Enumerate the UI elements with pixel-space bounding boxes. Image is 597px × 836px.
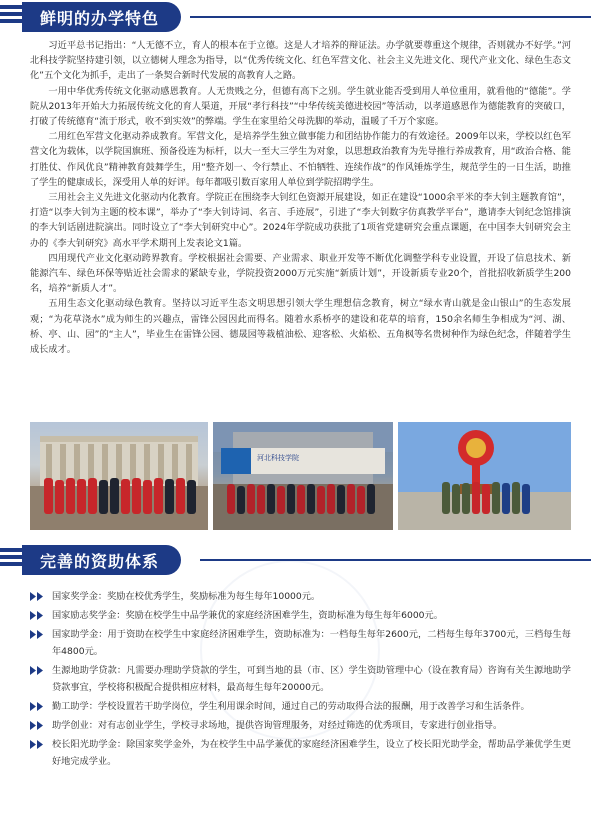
group-photo-great-hall xyxy=(30,422,208,530)
aid-list xyxy=(30,588,571,772)
great-hall-scene xyxy=(30,422,208,530)
paragraph-2: 二用红色军营文化驱动养成教育。军营文化，是培养学生独立做事能力和团结协作能力的有效途径。2009年以来，学校以红色军营文化为载体，以学院国旗班、预备役连为标杆，以大一至大三学生为对象，以思想政治教育为先导推行养成教育，用“政治合格、能打胜仗、作风优良”精神教育鼓舞学生，用“整齐划一、令行禁止、不怕牺牲、连续作战”的作风锤炼学生，规范学生的一日生活，助推了学生的健康成长，深受用人单的好评。每年都吸引数百家用人单位到学院招聘学生。 xyxy=(30,131,571,188)
aid-text: 生源地助学贷款：凡需要办理助学贷款的学生，可到当地的县（市、区）学生资助管理中心（设在教育局）咨询有关生源地助学贷款事宜，学校将积极配合提供相应材料，最高每生每年20000元。 xyxy=(52,665,571,693)
aid-item xyxy=(30,662,571,696)
section-title-pill xyxy=(22,545,181,575)
section-header-features xyxy=(0,2,597,32)
header-rule xyxy=(200,559,591,561)
photo-strip xyxy=(30,422,571,530)
header-stripes xyxy=(0,548,22,572)
aid-text: 勤工助学：学校设置若干助学岗位，学生利用课余时间，通过自己的劳动取得合法的报酬，用于改善学习和生活条件。 xyxy=(52,701,530,712)
aid-item xyxy=(30,736,571,770)
aid-text: 国家助学金：用于资助在校学生中家庭经济困难学生，资助标准为：一档每生每年2600元，二档每生每年3700元，三档每生每年4800元。 xyxy=(52,629,571,657)
aid-text: 国家励志奖学金：奖励在校学生中品学兼优的家庭经济困难学生，资助标准为每生每年6000元。 xyxy=(52,610,443,621)
features-body xyxy=(30,38,571,357)
aid-item xyxy=(30,588,571,605)
double-arrow-icon xyxy=(30,630,46,639)
group-photo-building xyxy=(213,422,393,530)
section-title-pill xyxy=(22,2,181,32)
building-scene xyxy=(213,422,393,530)
aid-text: 助学创业：对有志创业学生，学校寻求场地，提供咨询管理服务，对经过筛选的优秀项目，专家进行创业指导。 xyxy=(52,720,503,731)
aid-item xyxy=(30,607,571,624)
paragraph-1: 一用中华优秀传统文化驱动感恩教育。人无贵贱之分，但德有高下之别。学生就业能否受到用人单位重用，就看他的“德能”。学院从2013年开始大力拓展传统文化的育人渠道，开展“孝行科技”“中华传统美德进校园”等活动，以孝道感恩作为德能教育的突破口，打破了传统德育“流于形式，收不到实效”的弊端。学生在家里给父母洗脚的举动，温暖了千万个家庭。 xyxy=(30,85,571,128)
header-rule xyxy=(190,16,591,18)
paragraph-3: 三用社会主义先进文化驱动内化教育。学院正在围绕李大钊红色资源开展建设，如正在建设“1000余平米的李大钊主题教育馆”，打造“以李大钊为主题的校本课”，举办了“李大钊诗词、名言、手迹展”，引进了“李大钊数字仿真教学平台”，邀请李大钊纪念馆排演的李大钊话剧进院演出。同时设立了“李大钊研究中心”。2024年学院成功获批了1项省党建研究会重点课题，在中国李大钊研究会主办的《李大钊研究》高水平学术期刊上发表论文1篇。 xyxy=(30,192,571,249)
section-title: 鲜明的办学特色 xyxy=(40,8,160,28)
paragraph-4: 四用现代产业文化驱动跨界教育。学校根据社会需要、产业需求、职业开发等不断优化调整学科专业设置，开设了信息技术、新能源汽车、绿色环保等贴近社会需求的紧缺专业，学院投资2000万元实施“新质计划”，开设新质专业20个，首批招收新质学生200名，培养“新质人才”。 xyxy=(30,252,571,295)
chinese-knot-scene xyxy=(398,422,571,530)
aid-item xyxy=(30,626,571,660)
building-sign: 河北科技学院 xyxy=(257,454,299,462)
double-arrow-icon xyxy=(30,721,46,730)
double-arrow-icon xyxy=(30,666,46,675)
header-stripes xyxy=(0,5,22,29)
aid-item xyxy=(30,717,571,734)
aid-text: 国家奖学金：奖励在校优秀学生，奖励标准为每生每年10000元。 xyxy=(52,591,321,602)
paragraph-intro: 习近平总书记指出：“人无德不立，育人的根本在于立德。这是人才培养的辩证法。办学就要尊重这个规律，否则就办不好学。”河北科技学院坚持建引领，以立德树人理念为指导，以“优秀传统文化、红色军营文化、社会主义先进文化、现代产业文化、绿色生态文化”五个文化为抓手，走出了一条契合新时代发展的高教育人之路。 xyxy=(30,40,571,82)
paragraph-5: 五用生态文化驱动绿色教育。坚持以习近平生态文明思想引领大学生理想信念教育，树立“绿水青山就是金山银山”的生态发展观；“为花草浇水”成为师生的兴趣点，雷锋公园因此而得名。随着水系桥亭的建设和花草的培育，150余名师生争相成为“河、湖、桥、亭、山、园”的“主人”，毕业生在雷锋公园、德晟园等栽植油松、迎客松、火焰松、五角枫等名贵树种作为绿色纪念，伴随着学生成长成才。 xyxy=(30,298,571,356)
section-title: 完善的资助体系 xyxy=(40,551,160,571)
group-photo-chinese-knot xyxy=(398,422,571,530)
double-arrow-icon xyxy=(30,611,46,620)
double-arrow-icon xyxy=(30,740,46,749)
double-arrow-icon xyxy=(30,592,46,601)
aid-item xyxy=(30,698,571,715)
double-arrow-icon xyxy=(30,702,46,711)
aid-text: 校长阳光助学金：除国家奖学金外，为在校学生中品学兼优的家庭经济困难学生，设立了校长阳光助学金，帮助品学兼优学生更好地完成学业。 xyxy=(52,739,571,767)
